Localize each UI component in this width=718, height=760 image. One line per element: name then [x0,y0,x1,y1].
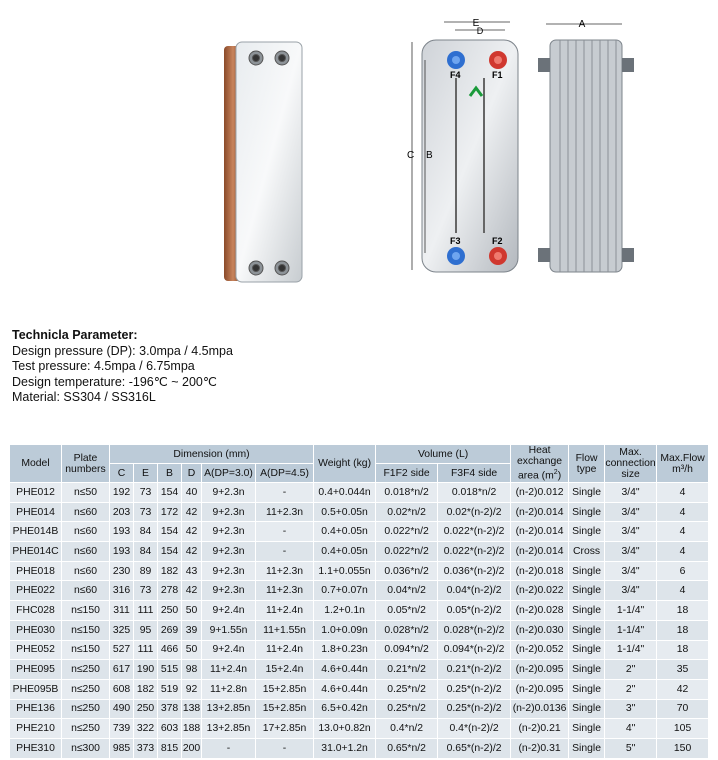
table-cell: 322 [134,719,158,739]
table-cell: 13.0+0.82n [314,719,376,739]
table-row [10,719,709,739]
table-cell: 0.094*n/2 [376,640,438,660]
table-cell: PHE012 [10,483,62,503]
table-cell: 0.022*n/2 [376,522,438,542]
table-row [10,620,709,640]
table-cell: 111 [134,640,158,660]
table-cell: 73 [134,483,158,503]
table-cell: n≤50 [62,483,110,503]
table-cell: 203 [110,502,134,522]
table-cell: 1.2+0.1n [314,601,376,621]
table-cell: 154 [158,542,182,562]
table-cell: 4 [657,483,709,503]
table-row [10,640,709,660]
port-bottom-right [275,261,289,275]
table-cell: 11+2.4n [256,640,314,660]
table-cell: 18 [657,640,709,660]
table-cell: 378 [158,699,182,719]
table-cell: n≤150 [62,640,110,660]
table-cell: 4" [605,719,657,739]
table-cell: 0.018*n/2 [376,483,438,503]
port-top-left [249,51,263,65]
dim-b-label: B [426,150,433,161]
table-cell: 3/4" [605,522,657,542]
table-cell: 3" [605,699,657,719]
table-cell: PHE052 [10,640,62,660]
table-cell: 11+2.4n [202,660,256,680]
table-cell: (n-2)0.028 [511,601,569,621]
header-volume: Volume (L) [376,445,511,464]
table-cell: Single [569,502,605,522]
table-cell: 490 [110,699,134,719]
table-cell: 4.6+0.44n [314,660,376,680]
table-cell: 9+2.4n [202,640,256,660]
table-cell: 0.65*(n-2)/2 [438,738,511,758]
table-row [10,522,709,542]
table-cell: n≤60 [62,561,110,581]
table-cell: 9+2.3n [202,561,256,581]
port-f4-label: F4 [450,70,461,80]
table-cell: 9+2.4n [202,601,256,621]
table-cell: PHE095B [10,679,62,699]
port-f1-label: F1 [492,70,503,80]
table-cell: PHE014B [10,522,62,542]
table-cell: 4 [657,581,709,601]
header-a-dp30: A(DP=3.0) [202,464,256,483]
table-cell: 182 [158,561,182,581]
table-row [10,561,709,581]
table-cell: 192 [110,483,134,503]
table-cell: 0.018*n/2 [438,483,511,503]
table-cell: Single [569,620,605,640]
header-flow-type: Flow type [569,445,605,483]
table-cell: n≤250 [62,719,110,739]
table-cell: 50 [182,640,202,660]
table-cell: 311 [110,601,134,621]
table-cell: 35 [657,660,709,680]
table-cell: 515 [158,660,182,680]
table-cell: 325 [110,620,134,640]
table-cell: (n-2)0.095 [511,660,569,680]
table-cell: 3/4" [605,483,657,503]
header-heat-area: Heat exchange area $(m^2)$ [511,445,569,483]
table-cell: Single [569,699,605,719]
table-cell: Single [569,581,605,601]
table-cell: 1.8+0.23n [314,640,376,660]
table-cell: 815 [158,738,182,758]
table-cell: 0.21*(n-2)/2 [438,660,511,680]
table-cell: 9+2.3n [202,502,256,522]
header-max-flow: Max.Flow m³/h [657,445,709,483]
parameter-line: Material: SS304 / SS316L [12,390,156,404]
table-cell: 250 [134,699,158,719]
table-cell: 150 [657,738,709,758]
table-cell: 3/4" [605,542,657,562]
table-cell: 0.028*n/2 [376,620,438,640]
table-cell: PHE136 [10,699,62,719]
table-cell: 43 [182,561,202,581]
table-cell: 0.5+0.05n [314,502,376,522]
table-body [10,483,709,759]
table-cell: 50 [182,601,202,621]
table-cell: (n-2)0.022 [511,581,569,601]
table-cell: Single [569,601,605,621]
table-cell: (n-2)0.014 [511,502,569,522]
front-view-drawing [407,18,540,273]
table-cell: 40 [182,483,202,503]
table-cell: 42 [182,581,202,601]
header-b: B [158,464,182,483]
table-cell: Cross [569,542,605,562]
table-cell: 0.4*(n-2)/2 [438,719,511,739]
table-cell: 182 [134,679,158,699]
table-cell: 15+2.85n [256,679,314,699]
table-cell: 154 [158,522,182,542]
table-cell: 98 [182,660,202,680]
table-cell: 0.022*(n-2)/2 [438,542,511,562]
table-cell: 0.4+0.044n [314,483,376,503]
table-cell: n≤60 [62,581,110,601]
table-cell: 250 [158,601,182,621]
table-row [10,699,709,719]
table-cell: 527 [110,640,134,660]
table-cell: 0.036*(n-2)/2 [438,561,511,581]
table-cell: 0.4*n/2 [376,719,438,739]
table-cell: 1-1/4" [605,640,657,660]
dim-d-label: D [476,26,484,36]
header-model: Model [10,445,62,483]
table-cell: Single [569,719,605,739]
table-cell: - [256,542,314,562]
table-cell: 73 [134,502,158,522]
table-row [10,542,709,562]
table-cell: 0.04*(n-2)/2 [438,581,511,601]
table-cell: 519 [158,679,182,699]
table-cell: 15+2.4n [256,660,314,680]
table-cell: 0.25*n/2 [376,679,438,699]
table-cell: - [256,738,314,758]
port-bottom-left [249,261,263,275]
table-cell: 42 [182,542,202,562]
table-cell: 193 [110,542,134,562]
table-cell: 84 [134,542,158,562]
table-cell: 18 [657,601,709,621]
table-cell: 0.028*(n-2)/2 [438,620,511,640]
table-cell: 9+2.3n [202,522,256,542]
table-cell: 466 [158,640,182,660]
header-f3f4: F3F4 side [438,464,511,483]
table-cell: 1-1/4" [605,620,657,640]
dim-e-label: E [472,18,480,29]
product-photo [222,40,308,285]
table-row [10,738,709,758]
table-cell: n≤250 [62,660,110,680]
table-cell: 4 [657,522,709,542]
table-cell: 11+1.55n [256,620,314,640]
specification-table [9,444,709,759]
table-row [10,581,709,601]
table-cell: 1.0+0.09n [314,620,376,640]
table-cell: 0.022*n/2 [376,542,438,562]
table-cell: 230 [110,561,134,581]
table-cell: 18 [657,620,709,640]
table-cell: (n-2)0.014 [511,522,569,542]
header-d: D [182,464,202,483]
table-cell: 13+2.85n [202,699,256,719]
table-cell: PHE014 [10,502,62,522]
table-cell: 84 [134,522,158,542]
table-cell: 0.25*n/2 [376,699,438,719]
table-cell: 9+2.3n [202,542,256,562]
table-row [10,502,709,522]
header-e: E [134,464,158,483]
table-cell: 985 [110,738,134,758]
table-cell: 0.02*n/2 [376,502,438,522]
header-weight: Weight (kg) [314,445,376,483]
parameter-line: Design pressure (DP): 3.0mpa / 4.5mpa [12,343,233,358]
table-cell: n≤150 [62,620,110,640]
table-cell: 2" [605,679,657,699]
header-plate-numbers: Plate numbers [62,445,110,483]
table-cell: (n-2)0.0136 [511,699,569,719]
header-a-dp45: A(DP=4.5) [256,464,314,483]
side-view-drawing [536,18,640,273]
header-c: C [110,464,134,483]
header-dimension: Dimension (mm) [110,445,314,464]
table-cell: FHC028 [10,601,62,621]
table-cell: PHE018 [10,561,62,581]
table-cell: 0.25*(n-2)/2 [438,699,511,719]
table-cell: 5" [605,738,657,758]
table-cell: 0.4+0.05n [314,542,376,562]
table-cell: n≤250 [62,699,110,719]
table-cell: PHE022 [10,581,62,601]
table-cell: 0.21*n/2 [376,660,438,680]
table-cell: Single [569,640,605,660]
table-cell: 70 [657,699,709,719]
table-row [10,601,709,621]
table-cell: 0.05*n/2 [376,601,438,621]
table-cell: 6.5+0.42n [314,699,376,719]
table-cell: 39 [182,620,202,640]
table-cell: Single [569,522,605,542]
table-cell: 11+2.4n [256,601,314,621]
table-cell: 269 [158,620,182,640]
table-cell: 278 [158,581,182,601]
table-cell: 2" [605,660,657,680]
table-cell: 89 [134,561,158,581]
table-cell: (n-2)0.030 [511,620,569,640]
table-cell: (n-2)0.014 [511,542,569,562]
table-cell: 73 [134,581,158,601]
table-cell: Single [569,679,605,699]
table-cell: PHE014C [10,542,62,562]
table-cell: (n-2)0.31 [511,738,569,758]
table-cell: 0.02*(n-2)/2 [438,502,511,522]
table-cell: - [256,483,314,503]
table-cell: PHE095 [10,660,62,680]
table-cell: 17+2.85n [256,719,314,739]
header-f1f2: F1F2 side [376,464,438,483]
table-row [10,660,709,680]
table-cell: 11+2.3n [256,581,314,601]
table-cell: 608 [110,679,134,699]
table-cell: 42 [657,679,709,699]
table-cell: (n-2)0.052 [511,640,569,660]
table-cell: 11+2.3n [256,561,314,581]
dim-a-label: A [578,19,586,30]
table-cell: 0.4+0.05n [314,522,376,542]
table-cell: 3/4" [605,561,657,581]
table-cell: 316 [110,581,134,601]
table-row [10,679,709,699]
table-cell: 188 [182,719,202,739]
port-f3-label: F3 [450,236,461,246]
table-cell: 0.04*n/2 [376,581,438,601]
table-cell: 3/4" [605,502,657,522]
table-cell: 11+2.8n [202,679,256,699]
port-f2-label: F2 [492,236,503,246]
table-cell: 373 [134,738,158,758]
table-cell: Single [569,483,605,503]
table-cell: Single [569,660,605,680]
table-cell: (n-2)0.21 [511,719,569,739]
table-cell: (n-2)0.012 [511,483,569,503]
table-cell: Single [569,561,605,581]
table-cell: 111 [134,601,158,621]
table-cell: 603 [158,719,182,739]
table-cell: 13+2.85n [202,719,256,739]
table-cell: 0.65*n/2 [376,738,438,758]
table-cell: 138 [182,699,202,719]
table-cell: PHE310 [10,738,62,758]
table-cell: 739 [110,719,134,739]
table-cell: 4.6+0.44n [314,679,376,699]
table-cell: 6 [657,561,709,581]
table-cell: 9+2.3n [202,483,256,503]
table-cell: n≤250 [62,679,110,699]
table-cell: 3/4" [605,581,657,601]
table-cell: 92 [182,679,202,699]
table-cell: 31.0+1.2n [314,738,376,758]
table-cell: 0.022*(n-2)/2 [438,522,511,542]
table-cell: 617 [110,660,134,680]
table-cell: 154 [158,483,182,503]
table-cell: 15+2.85n [256,699,314,719]
table-cell: 190 [134,660,158,680]
table-cell: 4 [657,502,709,522]
table-cell: n≤60 [62,522,110,542]
table-cell: 9+2.3n [202,581,256,601]
parameter-line: Design temperature: -196℃ ~ 200℃ [12,374,217,389]
table-cell: 0.036*n/2 [376,561,438,581]
table-cell: 200 [182,738,202,758]
table-cell: 193 [110,522,134,542]
dim-c-label: C [407,150,415,161]
table-cell: 172 [158,502,182,522]
table-cell: 0.094*(n-2)/2 [438,640,511,660]
table-cell: PHE210 [10,719,62,739]
table-cell: 9+1.55n [202,620,256,640]
table-row [10,483,709,503]
table-cell: n≤150 [62,601,110,621]
table-cell: 0.05*(n-2)/2 [438,601,511,621]
parameter-line: Test pressure: 4.5mpa / 6.75mpa [12,359,195,373]
table-cell: 1-1/4" [605,601,657,621]
port-top-right [275,51,289,65]
table-cell: (n-2)0.018 [511,561,569,581]
table-cell: 105 [657,719,709,739]
technical-parameters [12,328,233,406]
table-cell: 0.25*(n-2)/2 [438,679,511,699]
parameters-heading: Technicla Parameter: [12,328,138,342]
table-cell: n≤60 [62,542,110,562]
table-cell: 1.1+0.055n [314,561,376,581]
table-cell: n≤60 [62,502,110,522]
table-cell: 42 [182,522,202,542]
table-cell: 0.7+0.07n [314,581,376,601]
table-cell: (n-2)0.095 [511,679,569,699]
header-max-connection: Max. connection size [605,445,657,483]
table-cell: PHE030 [10,620,62,640]
table-cell: 11+2.3n [256,502,314,522]
table-cell: 95 [134,620,158,640]
table-cell: 4 [657,542,709,562]
table-cell: n≤300 [62,738,110,758]
table-cell: - [202,738,256,758]
table-cell: 42 [182,502,202,522]
table-cell: Single [569,738,605,758]
table-cell: - [256,522,314,542]
